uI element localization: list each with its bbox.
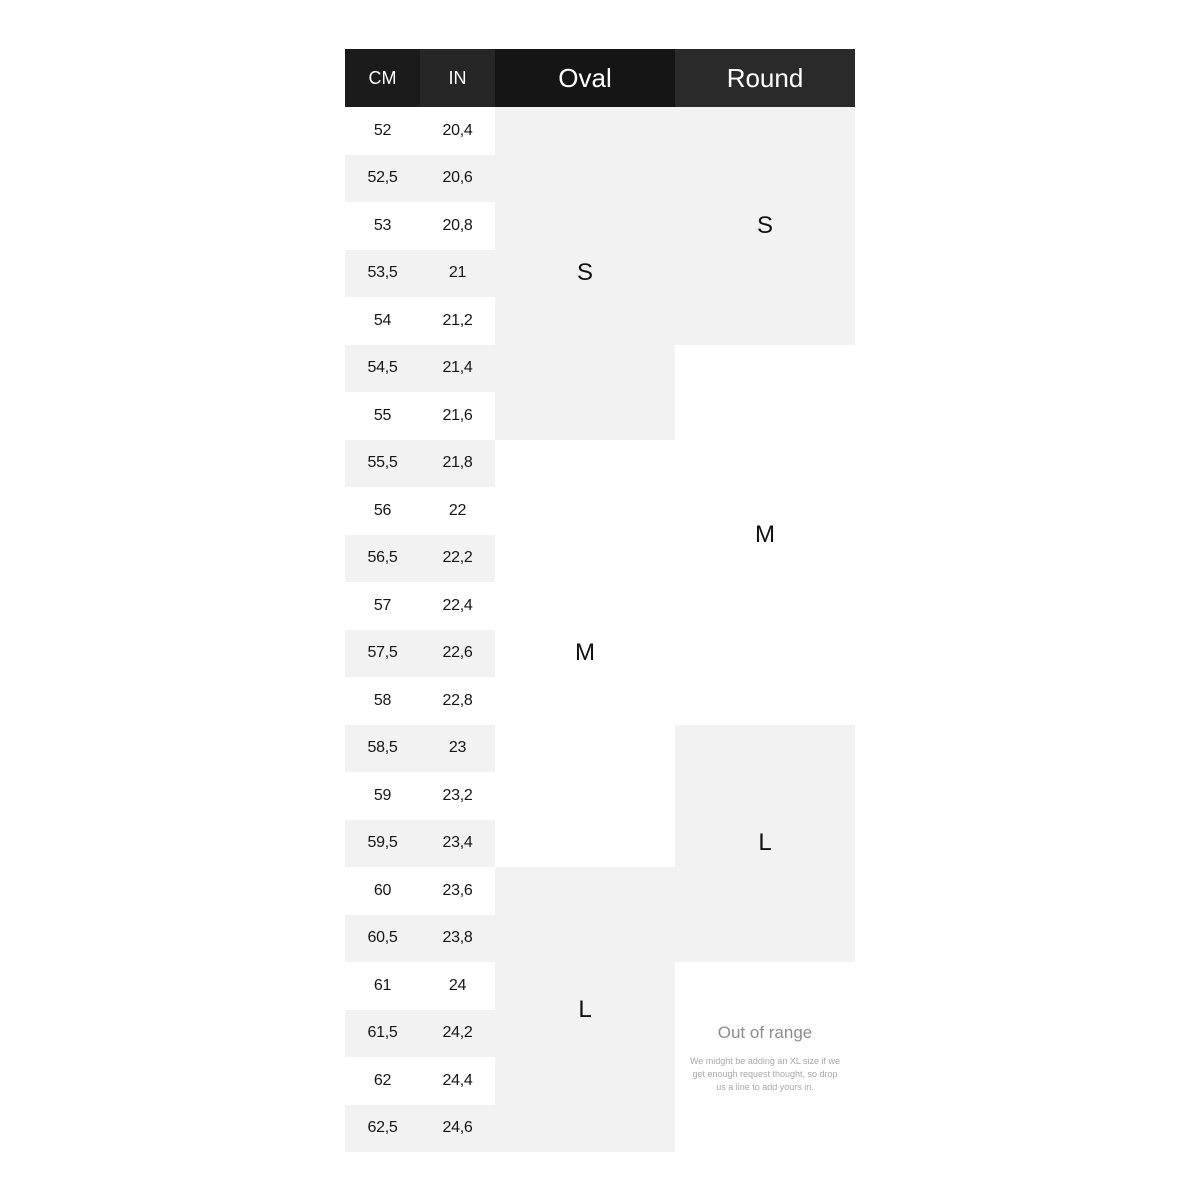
cell-in: 21,8 [420, 440, 495, 488]
cell-cm: 56,5 [345, 535, 420, 583]
cell-cm: 53 [345, 202, 420, 250]
out-of-range-title: Out of range [717, 1022, 813, 1042]
header-round: Round [675, 49, 855, 107]
cell-in: 24,6 [420, 1105, 495, 1153]
out-of-range-note: We midght be adding an XL size if we get enough request thought, so drop us a line to add yours in. [689, 1055, 841, 1092]
cell-in: 24 [420, 962, 495, 1010]
cell-cm: 58,5 [345, 725, 420, 773]
cell-cm: 54 [345, 297, 420, 345]
cell-cm: 61,5 [345, 1010, 420, 1058]
oval-size-s: S [495, 107, 675, 440]
out-of-range-panel [675, 962, 855, 1152]
cell-cm: 62 [345, 1057, 420, 1105]
header-in: IN [420, 49, 495, 107]
cell-in: 22,8 [420, 677, 495, 725]
cell-in: 24,2 [420, 1010, 495, 1058]
cell-in: 23,8 [420, 915, 495, 963]
cell-in: 23,6 [420, 867, 495, 915]
header-oval: Oval [495, 49, 675, 107]
cell-in: 22,6 [420, 630, 495, 678]
cell-cm: 52 [345, 107, 420, 155]
cell-cm: 56 [345, 487, 420, 535]
oval-size-l: L [495, 867, 675, 1152]
cell-cm: 54,5 [345, 345, 420, 393]
cell-cm: 61 [345, 962, 420, 1010]
oval-size-m: M [495, 440, 675, 868]
header-cm: CM [345, 49, 420, 107]
cell-in: 23,4 [420, 820, 495, 868]
cell-cm: 57 [345, 582, 420, 630]
cell-cm: 59 [345, 772, 420, 820]
cell-cm: 57,5 [345, 630, 420, 678]
cell-cm: 55 [345, 392, 420, 440]
cell-in: 20,6 [420, 155, 495, 203]
cell-in: 23 [420, 725, 495, 773]
cell-in: 21,6 [420, 392, 495, 440]
round-size-s: S [675, 107, 855, 345]
cell-cm: 55,5 [345, 440, 420, 488]
round-size-m: M [675, 345, 855, 725]
round-size-l: L [675, 725, 855, 963]
cell-cm: 59,5 [345, 820, 420, 868]
cell-in: 20,4 [420, 107, 495, 155]
cell-cm: 60,5 [345, 915, 420, 963]
cell-in: 21 [420, 250, 495, 298]
cell-in: 21,4 [420, 345, 495, 393]
cell-cm: 58 [345, 677, 420, 725]
cell-cm: 53,5 [345, 250, 420, 298]
cell-in: 22,4 [420, 582, 495, 630]
cell-cm: 52,5 [345, 155, 420, 203]
cell-cm: 60 [345, 867, 420, 915]
cell-in: 21,2 [420, 297, 495, 345]
size-chart-table [345, 49, 855, 1151]
cell-in: 20,8 [420, 202, 495, 250]
cell-in: 23,2 [420, 772, 495, 820]
cell-in: 22,2 [420, 535, 495, 583]
cell-in: 24,4 [420, 1057, 495, 1105]
cell-cm: 62,5 [345, 1105, 420, 1153]
cell-in: 22 [420, 487, 495, 535]
